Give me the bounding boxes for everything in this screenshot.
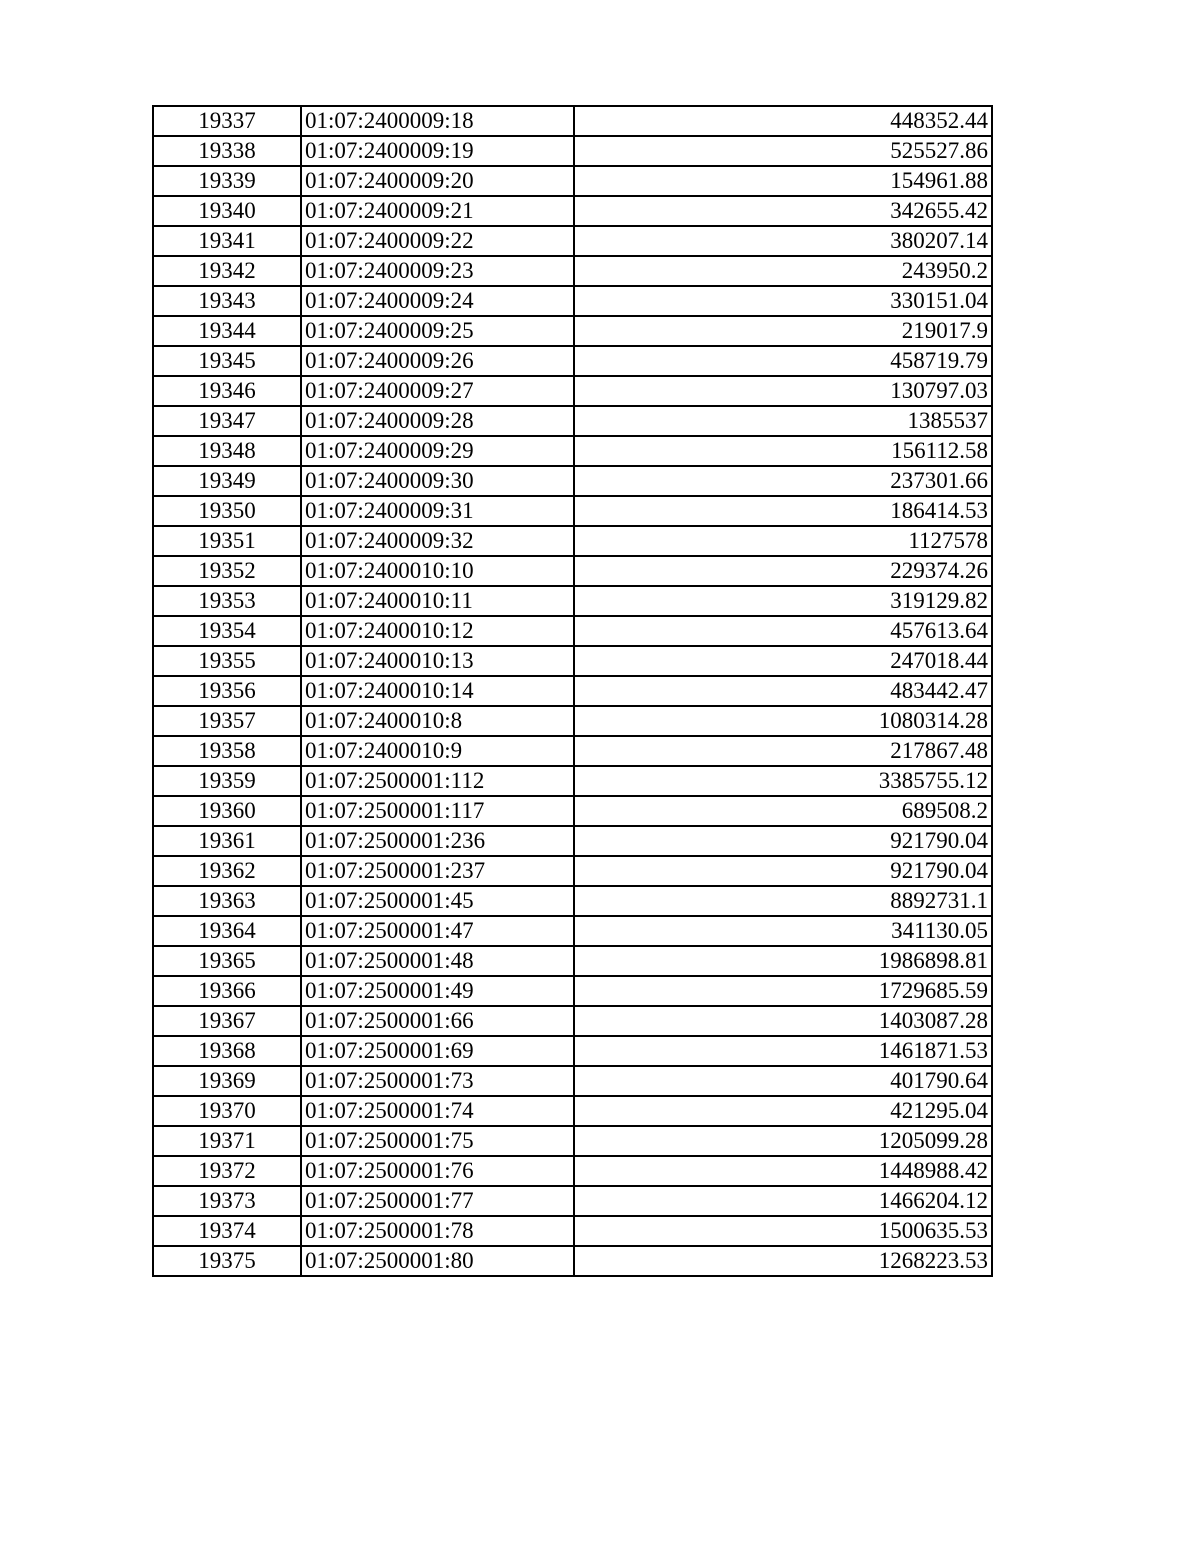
row-id-cell: 19362: [153, 856, 301, 886]
amount-cell: 247018.44: [574, 646, 992, 676]
cadastral-number-cell: 01:07:2400009:27: [301, 376, 574, 406]
amount-cell: 1986898.81: [574, 946, 992, 976]
cadastral-number-cell: 01:07:2500001:75: [301, 1126, 574, 1156]
amount-cell: 217867.48: [574, 736, 992, 766]
cadastral-number-cell: 01:07:2400009:30: [301, 466, 574, 496]
cadastral-number-cell: 01:07:2400009:29: [301, 436, 574, 466]
table-row: [153, 196, 992, 226]
row-id-cell: 19360: [153, 796, 301, 826]
row-id-cell: 19359: [153, 766, 301, 796]
amount-cell: 3385755.12: [574, 766, 992, 796]
table-row: [153, 346, 992, 376]
table-row: [153, 376, 992, 406]
amount-cell: 219017.9: [574, 316, 992, 346]
table-row: [153, 616, 992, 646]
amount-cell: 341130.05: [574, 916, 992, 946]
cadastral-number-cell: 01:07:2500001:48: [301, 946, 574, 976]
amount-cell: 921790.04: [574, 856, 992, 886]
amount-cell: 243950.2: [574, 256, 992, 286]
cadastral-number-cell: 01:07:2400009:31: [301, 496, 574, 526]
table-row: [153, 556, 992, 586]
table-row: [153, 1036, 992, 1066]
cadastral-number-cell: 01:07:2500001:78: [301, 1216, 574, 1246]
amount-cell: 1500635.53: [574, 1216, 992, 1246]
table-row: [153, 976, 992, 1006]
row-id-cell: 19342: [153, 256, 301, 286]
row-id-cell: 19350: [153, 496, 301, 526]
amount-cell: 921790.04: [574, 826, 992, 856]
table-row: [153, 106, 992, 136]
row-id-cell: 19365: [153, 946, 301, 976]
table-row: [153, 886, 992, 916]
table-row: [153, 1186, 992, 1216]
amount-cell: 1403087.28: [574, 1006, 992, 1036]
cadastral-number-cell: 01:07:2500001:112: [301, 766, 574, 796]
row-id-cell: 19351: [153, 526, 301, 556]
row-id-cell: 19343: [153, 286, 301, 316]
cadastral-number-cell: 01:07:2500001:66: [301, 1006, 574, 1036]
row-id-cell: 19339: [153, 166, 301, 196]
table-row: [153, 136, 992, 166]
table-row: [153, 1156, 992, 1186]
amount-cell: 1205099.28: [574, 1126, 992, 1156]
cadastral-number-cell: 01:07:2400009:28: [301, 406, 574, 436]
cadastral-number-cell: 01:07:2400010:9: [301, 736, 574, 766]
table-row: [153, 1126, 992, 1156]
table-row: [153, 1096, 992, 1126]
cadastral-number-cell: 01:07:2500001:74: [301, 1096, 574, 1126]
cadastral-number-cell: 01:07:2500001:45: [301, 886, 574, 916]
table-row: [153, 676, 992, 706]
amount-cell: 8892731.1: [574, 886, 992, 916]
amount-cell: 1127578: [574, 526, 992, 556]
row-id-cell: 19348: [153, 436, 301, 466]
cadastral-number-cell: 01:07:2400010:8: [301, 706, 574, 736]
row-id-cell: 19349: [153, 466, 301, 496]
amount-cell: 525527.86: [574, 136, 992, 166]
table-row: [153, 706, 992, 736]
row-id-cell: 19353: [153, 586, 301, 616]
table-row: [153, 256, 992, 286]
table-row: [153, 736, 992, 766]
amount-cell: 330151.04: [574, 286, 992, 316]
cadastral-number-cell: 01:07:2500001:236: [301, 826, 574, 856]
amount-cell: 401790.64: [574, 1066, 992, 1096]
amount-cell: 1466204.12: [574, 1186, 992, 1216]
row-id-cell: 19341: [153, 226, 301, 256]
cadastral-number-cell: 01:07:2500001:69: [301, 1036, 574, 1066]
amount-cell: 1448988.42: [574, 1156, 992, 1186]
amount-cell: 130797.03: [574, 376, 992, 406]
cadastral-number-cell: 01:07:2400010:11: [301, 586, 574, 616]
amount-cell: 1385537: [574, 406, 992, 436]
table-row: [153, 1066, 992, 1096]
row-id-cell: 19347: [153, 406, 301, 436]
row-id-cell: 19372: [153, 1156, 301, 1186]
cadastral-number-cell: 01:07:2500001:49: [301, 976, 574, 1006]
table-row: [153, 766, 992, 796]
amount-cell: 1729685.59: [574, 976, 992, 1006]
table-row: [153, 1246, 992, 1276]
table-row: [153, 496, 992, 526]
table-row: [153, 466, 992, 496]
row-id-cell: 19373: [153, 1186, 301, 1216]
table-row: [153, 856, 992, 886]
cadastral-number-cell: 01:07:2400010:13: [301, 646, 574, 676]
cadastral-number-cell: 01:07:2400010:12: [301, 616, 574, 646]
table-row: [153, 526, 992, 556]
cadastral-number-cell: 01:07:2400009:22: [301, 226, 574, 256]
table-row: [153, 796, 992, 826]
table-row: [153, 826, 992, 856]
cadastral-number-cell: 01:07:2500001:77: [301, 1186, 574, 1216]
table-row: [153, 226, 992, 256]
amount-cell: 1080314.28: [574, 706, 992, 736]
cadastral-number-cell: 01:07:2400009:23: [301, 256, 574, 286]
row-id-cell: 19363: [153, 886, 301, 916]
row-id-cell: 19364: [153, 916, 301, 946]
table-row: [153, 646, 992, 676]
amount-cell: 1268223.53: [574, 1246, 992, 1276]
cadastral-number-cell: 01:07:2500001:117: [301, 796, 574, 826]
row-id-cell: 19374: [153, 1216, 301, 1246]
row-id-cell: 19346: [153, 376, 301, 406]
cadastral-number-cell: 01:07:2500001:237: [301, 856, 574, 886]
amount-cell: 319129.82: [574, 586, 992, 616]
row-id-cell: 19371: [153, 1126, 301, 1156]
row-id-cell: 19338: [153, 136, 301, 166]
row-id-cell: 19354: [153, 616, 301, 646]
row-id-cell: 19375: [153, 1246, 301, 1276]
row-id-cell: 19337: [153, 106, 301, 136]
row-id-cell: 19369: [153, 1066, 301, 1096]
row-id-cell: 19368: [153, 1036, 301, 1066]
cadastral-number-cell: 01:07:2400009:19: [301, 136, 574, 166]
cadastral-number-cell: 01:07:2400009:18: [301, 106, 574, 136]
table-row: [153, 166, 992, 196]
amount-cell: 156112.58: [574, 436, 992, 466]
table-row: [153, 916, 992, 946]
table-row: [153, 586, 992, 616]
amount-cell: 458719.79: [574, 346, 992, 376]
row-id-cell: 19370: [153, 1096, 301, 1126]
amount-cell: 186414.53: [574, 496, 992, 526]
amount-cell: 689508.2: [574, 796, 992, 826]
table-row: [153, 316, 992, 346]
amount-cell: 237301.66: [574, 466, 992, 496]
row-id-cell: 19361: [153, 826, 301, 856]
amount-cell: 457613.64: [574, 616, 992, 646]
amount-cell: 448352.44: [574, 106, 992, 136]
amount-cell: 229374.26: [574, 556, 992, 586]
table-row: [153, 1006, 992, 1036]
table-row: [153, 946, 992, 976]
amount-cell: 1461871.53: [574, 1036, 992, 1066]
table-row: [153, 436, 992, 466]
row-id-cell: 19340: [153, 196, 301, 226]
row-id-cell: 19352: [153, 556, 301, 586]
cadastral-number-cell: 01:07:2400010:10: [301, 556, 574, 586]
amount-cell: 342655.42: [574, 196, 992, 226]
cadastral-number-cell: 01:07:2400010:14: [301, 676, 574, 706]
cadastral-number-cell: 01:07:2400009:20: [301, 166, 574, 196]
table-row: [153, 1216, 992, 1246]
row-id-cell: 19345: [153, 346, 301, 376]
cadastral-number-cell: 01:07:2500001:80: [301, 1246, 574, 1276]
amount-cell: 483442.47: [574, 676, 992, 706]
cadastral-number-cell: 01:07:2400009:25: [301, 316, 574, 346]
row-id-cell: 19355: [153, 646, 301, 676]
table-body: [153, 106, 992, 1276]
row-id-cell: 19366: [153, 976, 301, 1006]
cadastral-number-cell: 01:07:2400009:24: [301, 286, 574, 316]
cadastral-number-cell: 01:07:2400009:32: [301, 526, 574, 556]
row-id-cell: 19358: [153, 736, 301, 766]
row-id-cell: 19356: [153, 676, 301, 706]
cadastral-number-cell: 01:07:2500001:47: [301, 916, 574, 946]
data-table: [152, 105, 993, 1277]
row-id-cell: 19357: [153, 706, 301, 736]
cadastral-number-cell: 01:07:2400009:26: [301, 346, 574, 376]
cadastral-number-cell: 01:07:2500001:76: [301, 1156, 574, 1186]
cadastral-number-cell: 01:07:2500001:73: [301, 1066, 574, 1096]
row-id-cell: 19344: [153, 316, 301, 346]
cadastral-number-cell: 01:07:2400009:21: [301, 196, 574, 226]
table-row: [153, 286, 992, 316]
amount-cell: 380207.14: [574, 226, 992, 256]
amount-cell: 421295.04: [574, 1096, 992, 1126]
row-id-cell: 19367: [153, 1006, 301, 1036]
amount-cell: 154961.88: [574, 166, 992, 196]
table-row: [153, 406, 992, 436]
